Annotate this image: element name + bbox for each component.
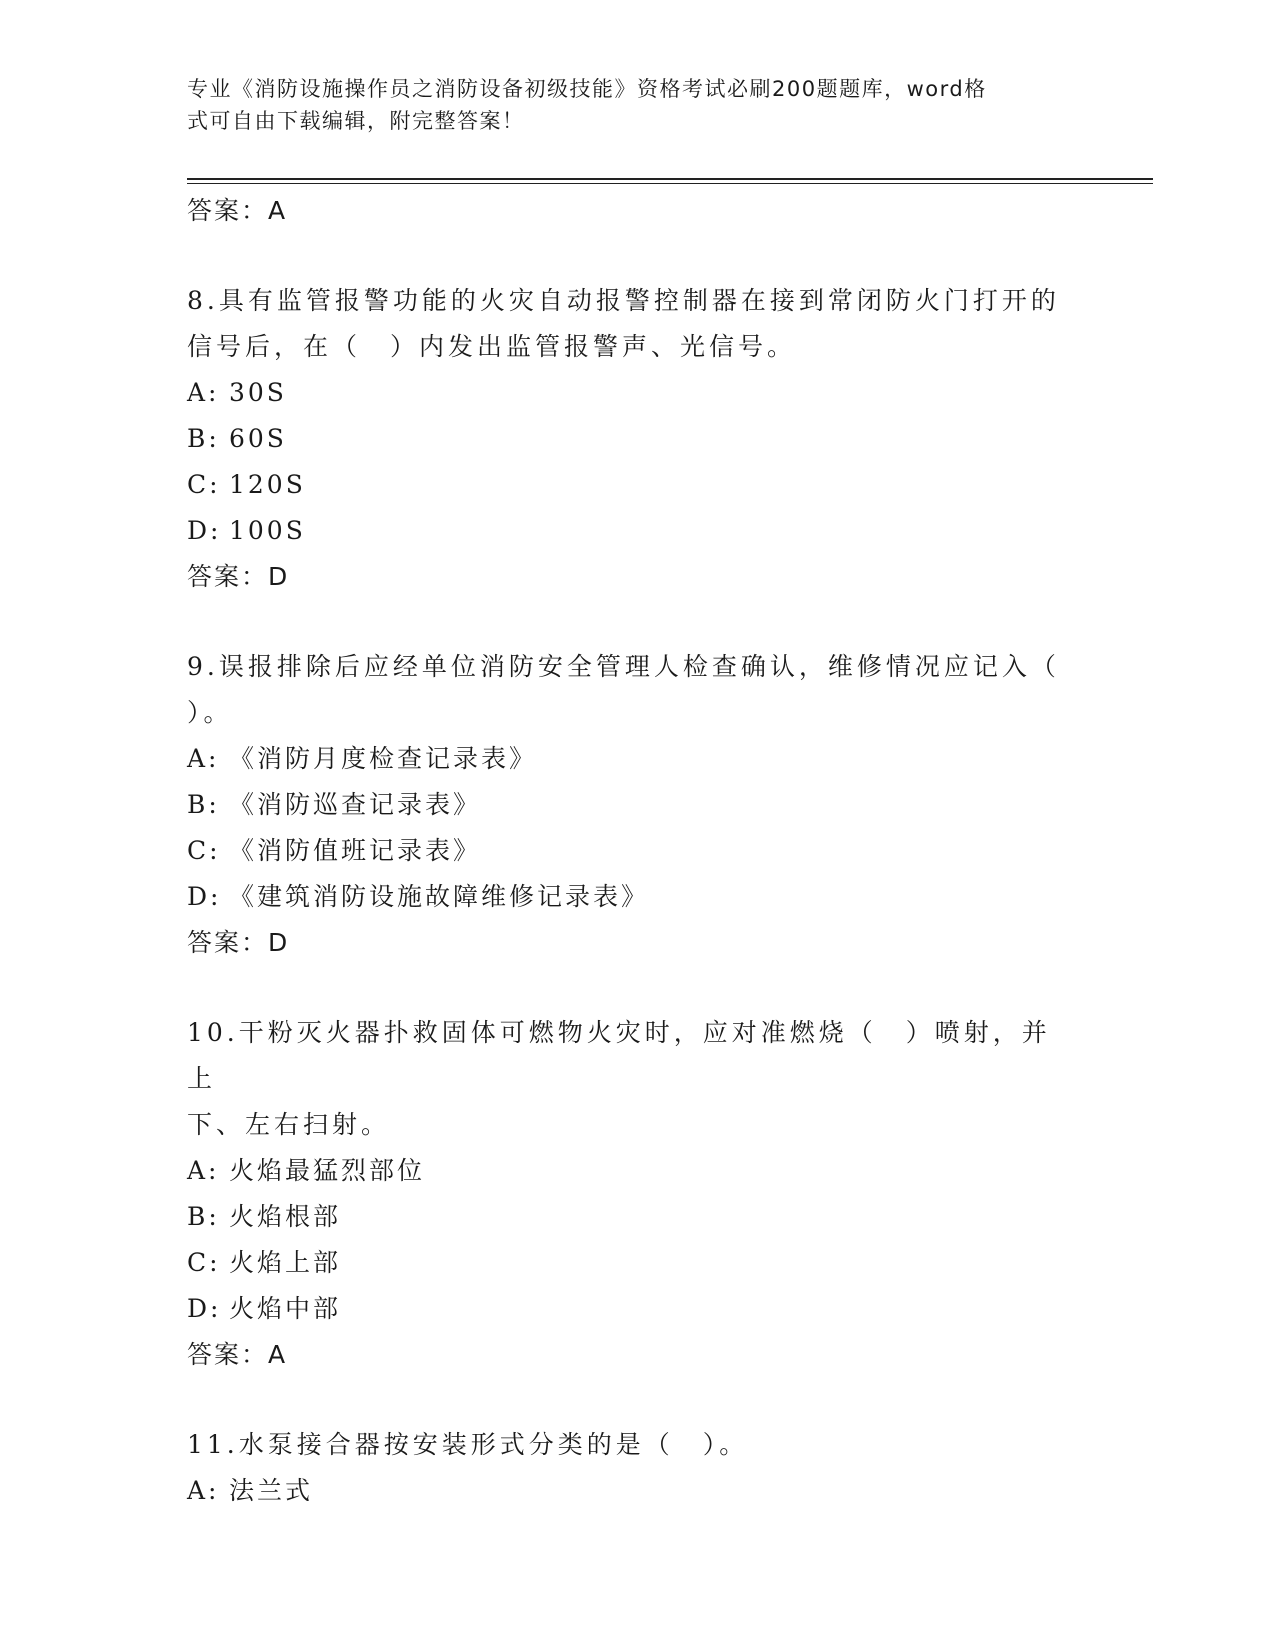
header-divider-thick — [187, 178, 1153, 180]
option-text: 《消防值班记录表》 — [229, 836, 482, 865]
question-9 — [187, 644, 1087, 966]
option-key: C: — [187, 1248, 221, 1277]
option-c — [187, 828, 1087, 874]
option-b — [187, 1194, 1087, 1240]
question-text-line: 11.水泵接合器按安装形式分类的是（ ）。 — [187, 1430, 749, 1459]
option-key: A: — [187, 1476, 220, 1505]
option-text: 100S — [229, 516, 306, 545]
question-11 — [187, 1422, 1087, 1514]
option-key: A: — [187, 378, 220, 407]
option-text: 火焰最猛烈部位 — [229, 1156, 426, 1185]
question-text-line: 10.干粉灭火器扑救固体可燃物火灾时，应对准燃烧（ ）喷射，并上 — [187, 1018, 1051, 1093]
option-text: 《消防巡查记录表》 — [229, 790, 482, 819]
option-c — [187, 462, 1087, 508]
answer-line: 答案：A — [187, 1340, 288, 1369]
question-text — [187, 278, 1077, 370]
question-text — [187, 1010, 1077, 1148]
option-b — [187, 416, 1087, 462]
option-key: B: — [187, 424, 220, 453]
option-a — [187, 1468, 1087, 1514]
option-key: C: — [187, 470, 221, 499]
question-8 — [187, 278, 1087, 600]
question-text-line: ）。 — [187, 698, 233, 727]
option-text: 火焰中部 — [229, 1294, 342, 1323]
option-key: D: — [187, 882, 222, 911]
option-a — [187, 370, 1087, 416]
option-text: 法兰式 — [229, 1476, 314, 1505]
option-c — [187, 1240, 1087, 1286]
answer-line: 答案：D — [187, 562, 290, 591]
header-line-2: 式可自由下载编辑，附完整答案！ — [187, 109, 525, 133]
option-text: 《建筑消防设施故障维修记录表》 — [229, 882, 650, 911]
option-key: C: — [187, 836, 221, 865]
option-d — [187, 874, 1087, 920]
option-key: A: — [187, 744, 220, 773]
option-text: 《消防月度检查记录表》 — [229, 744, 538, 773]
question-text-line: 下、左右扫射。 — [187, 1110, 391, 1139]
header-divider-thin — [187, 183, 1153, 184]
option-a — [187, 1148, 1087, 1194]
option-text: 火焰上部 — [229, 1248, 342, 1277]
question-text — [187, 1422, 1077, 1468]
option-text: 120S — [229, 470, 306, 499]
option-text: 60S — [229, 424, 287, 453]
option-a — [187, 736, 1087, 782]
header-line-1: 专业《消防设施操作员之消防设备初级技能》资格考试必刷200题题库，word格 — [187, 77, 987, 101]
option-text: 火焰根部 — [229, 1202, 342, 1231]
question-text — [187, 644, 1077, 736]
option-key: D: — [187, 1294, 222, 1323]
option-d — [187, 1286, 1087, 1332]
document-body — [187, 188, 1087, 1514]
question-text-line: 9.误报排除后应经单位消防安全管理人检查确认，维修情况应记入（ — [187, 652, 1060, 681]
option-text: 30S — [229, 378, 287, 407]
option-b — [187, 782, 1087, 828]
option-key: D: — [187, 516, 222, 545]
option-d — [187, 508, 1087, 554]
answer-line-q7: 答案：A — [187, 196, 288, 225]
question-10 — [187, 1010, 1087, 1378]
document-header — [187, 73, 1087, 137]
question-text-line: 信号后，在（ ）内发出监管报警声、光信号。 — [187, 332, 797, 361]
option-key: B: — [187, 790, 220, 819]
option-key: A: — [187, 1156, 220, 1185]
question-text-line: 8.具有监管报警功能的火灾自动报警控制器在接到常闭防火门打开的 — [187, 286, 1060, 315]
answer-line: 答案：D — [187, 928, 290, 957]
option-key: B: — [187, 1202, 220, 1231]
